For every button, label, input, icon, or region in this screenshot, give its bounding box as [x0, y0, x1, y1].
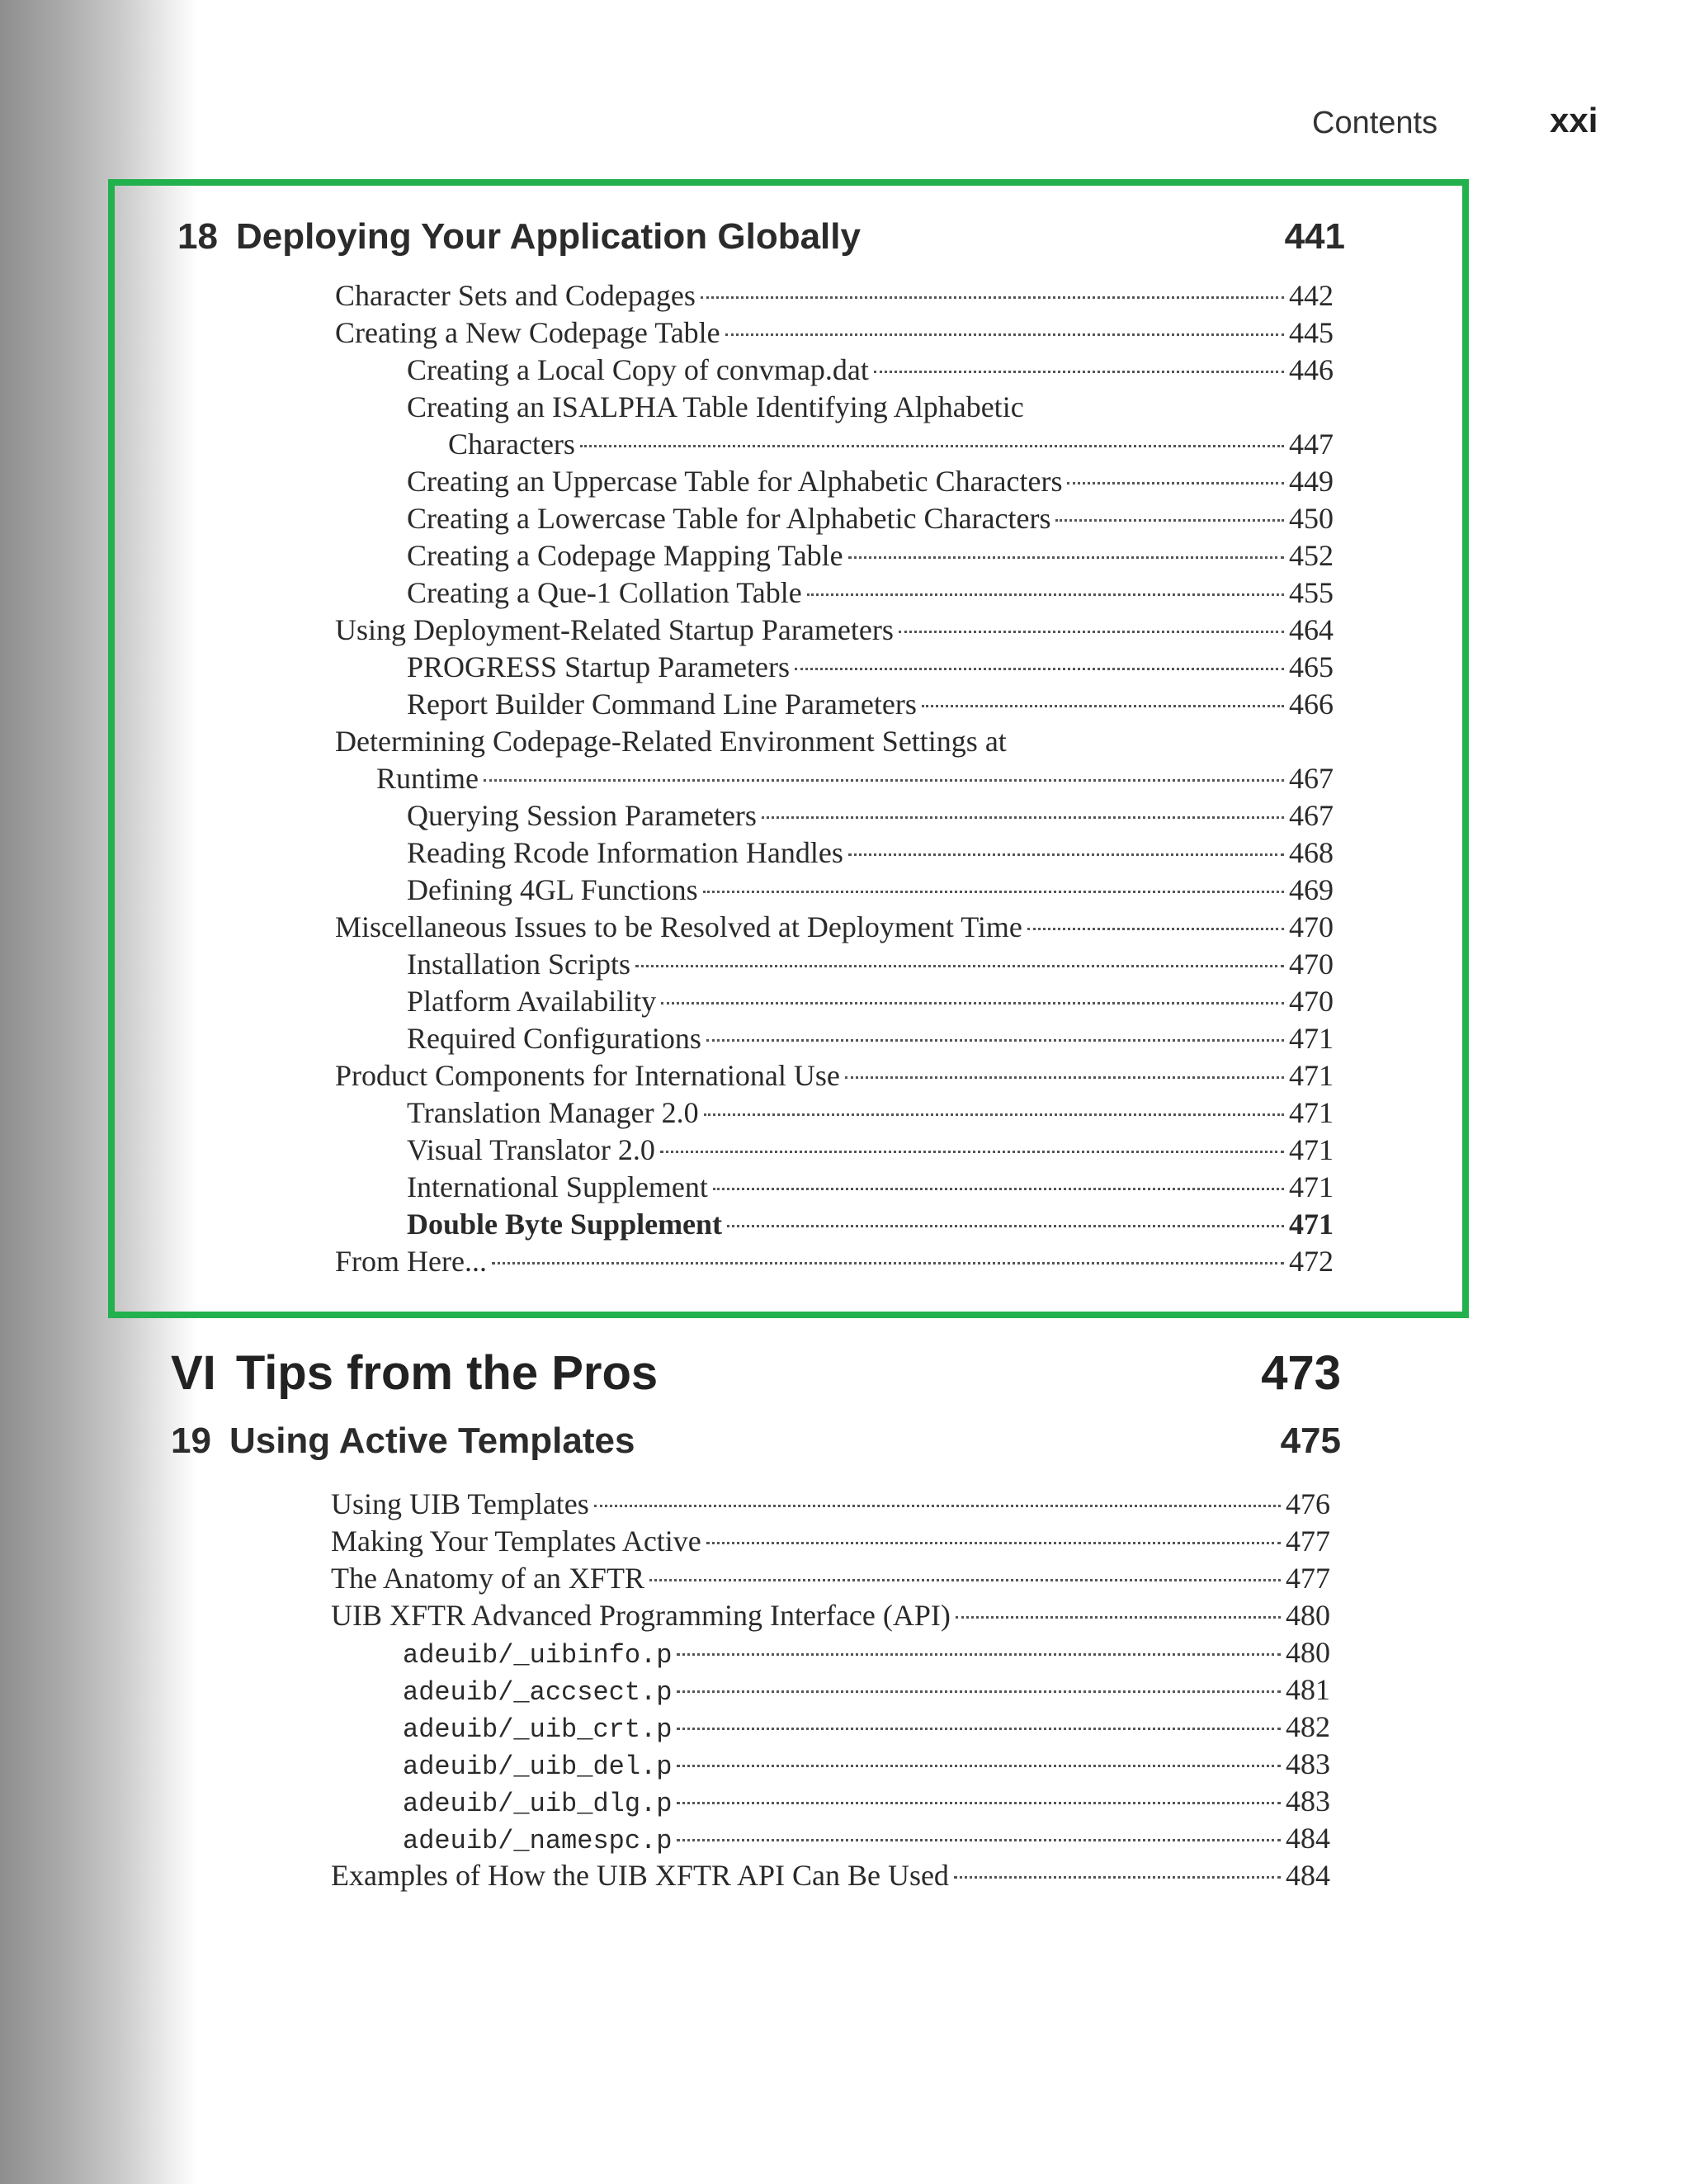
- dot-leader: [795, 668, 1284, 670]
- toc-entry[interactable]: adeuib/_uibinfo.p 480: [403, 1636, 1330, 1671]
- toc-entry[interactable]: Character Sets and Codepages 442: [335, 279, 1334, 312]
- toc-entry[interactable]: Using UIB Templates 476: [331, 1487, 1330, 1520]
- toc-entry[interactable]: Creating a Que-1 Collation Table 455: [407, 576, 1334, 609]
- toc-entry[interactable]: The Anatomy of an XFTR 477: [331, 1562, 1330, 1595]
- dot-leader: [956, 1616, 1281, 1619]
- toc-entry[interactable]: PROGRESS Startup Parameters 465: [407, 650, 1334, 683]
- toc-entry-wrapped-line[interactable]: Determining Codepage-Related Environment Settings at: [335, 725, 1007, 758]
- dot-leader: [845, 1076, 1284, 1079]
- toc-entry-wrapped-line[interactable]: Creating an ISALPHA Table Identifying Alphabetic: [407, 390, 1024, 423]
- dot-leader: [703, 891, 1284, 893]
- dot-leader: [704, 1113, 1284, 1116]
- toc-entry[interactable]: Creating a Codepage Mapping Table 452: [407, 539, 1334, 572]
- dot-leader: [661, 1002, 1284, 1005]
- toc-entry[interactable]: adeuib/_namespc.p 484: [403, 1822, 1330, 1856]
- chapter-title: Using Active Templates: [229, 1421, 635, 1461]
- dot-leader: [725, 333, 1284, 336]
- toc-entry[interactable]: adeuib/_uib_dlg.p 483: [403, 1785, 1330, 1819]
- dot-leader: [874, 371, 1284, 373]
- toc-entry[interactable]: Characters 447: [448, 428, 1334, 461]
- toc-entry[interactable]: Creating a Lowercase Table for Alphabetic Characters 450: [407, 502, 1334, 535]
- toc-entry[interactable]: Product Components for International Use 471: [335, 1059, 1334, 1092]
- dot-leader: [713, 1188, 1284, 1190]
- dot-leader: [762, 816, 1284, 819]
- dot-leader: [727, 1225, 1284, 1227]
- dot-leader: [848, 853, 1284, 856]
- toc-entry[interactable]: Double Byte Supplement 471: [407, 1208, 1334, 1241]
- toc-entry[interactable]: Creating a New Codepage Table 445: [335, 316, 1334, 349]
- part-number: VI: [171, 1346, 216, 1400]
- toc-entry[interactable]: Platform Availability 470: [407, 985, 1334, 1018]
- toc-entry[interactable]: UIB XFTR Advanced Programming Interface (API) 480: [331, 1599, 1330, 1632]
- part-6-heading[interactable]: [171, 1345, 1341, 1401]
- toc-entry[interactable]: Reading Rcode Information Handles 468: [407, 836, 1334, 869]
- dot-leader: [677, 1765, 1281, 1767]
- dot-leader: [1055, 519, 1284, 522]
- toc-entry[interactable]: Defining 4GL Functions 469: [407, 873, 1334, 906]
- dot-leader: [492, 1262, 1284, 1265]
- dot-leader: [807, 593, 1284, 596]
- dot-leader: [899, 631, 1284, 633]
- dot-leader: [677, 1802, 1281, 1804]
- running-head: Contents: [1312, 106, 1438, 140]
- toc-entry[interactable]: Visual Translator 2.0 471: [407, 1133, 1334, 1166]
- dot-leader: [706, 1542, 1281, 1544]
- toc-entry[interactable]: Installation Scripts 470: [407, 948, 1334, 981]
- dot-leader: [677, 1839, 1281, 1841]
- chapter-19-heading[interactable]: [171, 1421, 1341, 1462]
- chapter-page: 475: [1280, 1421, 1341, 1461]
- dot-leader: [635, 965, 1284, 967]
- toc-entry[interactable]: Using Deployment-Related Startup Parameters 464: [335, 613, 1334, 646]
- dot-leader: [922, 705, 1284, 707]
- toc-entry[interactable]: From Here... 472: [335, 1245, 1334, 1278]
- part-page: 473: [1261, 1346, 1341, 1400]
- toc-entry[interactable]: adeuib/_accsect.p 481: [403, 1673, 1330, 1708]
- dot-leader: [677, 1653, 1281, 1656]
- dot-leader: [677, 1690, 1281, 1693]
- toc-entry[interactable]: Creating an Uppercase Table for Alphabetic Characters 449: [407, 465, 1334, 498]
- toc-entry[interactable]: Querying Session Parameters 467: [407, 799, 1334, 832]
- dot-leader: [701, 296, 1284, 299]
- toc-entry[interactable]: Required Configurations 471: [407, 1022, 1334, 1055]
- dot-leader: [594, 1505, 1281, 1507]
- toc-entry[interactable]: International Supplement 471: [407, 1170, 1334, 1203]
- chapter-title: Deploying Your Application Globally: [235, 216, 861, 257]
- toc-entry[interactable]: Report Builder Command Line Parameters 466: [407, 688, 1334, 721]
- dot-leader: [649, 1579, 1281, 1581]
- dot-leader: [580, 445, 1284, 447]
- dot-leader: [706, 1039, 1284, 1042]
- toc-entry[interactable]: Runtime 467: [376, 762, 1334, 795]
- toc-entry[interactable]: Miscellaneous Issues to be Resolved at Deployment Time 470: [335, 910, 1334, 943]
- toc-entry[interactable]: adeuib/_uib_crt.p 482: [403, 1710, 1330, 1745]
- dot-leader: [848, 556, 1284, 559]
- toc-entry[interactable]: Creating a Local Copy of convmap.dat 446: [407, 353, 1334, 386]
- dot-leader: [954, 1876, 1281, 1879]
- chapter-number: 19: [171, 1421, 211, 1461]
- page-number: xxi: [1550, 101, 1598, 139]
- toc-entry[interactable]: Examples of How the UIB XFTR API Can Be Used 484: [331, 1859, 1330, 1892]
- dot-leader: [677, 1728, 1281, 1730]
- part-title: Tips from the Pros: [235, 1346, 659, 1400]
- chapter-page: 441: [1284, 216, 1345, 257]
- dot-leader: [1027, 928, 1284, 930]
- dot-leader: [484, 779, 1284, 782]
- chapter-18-heading[interactable]: [177, 216, 1345, 258]
- toc-entry[interactable]: Translation Manager 2.0 471: [407, 1096, 1334, 1129]
- toc-entry[interactable]: adeuib/_uib_del.p 483: [403, 1747, 1330, 1782]
- dot-leader: [1067, 482, 1284, 485]
- toc-entry[interactable]: Making Your Templates Active 477: [331, 1525, 1330, 1558]
- chapter-number: 18: [177, 216, 218, 257]
- dot-leader: [660, 1151, 1284, 1153]
